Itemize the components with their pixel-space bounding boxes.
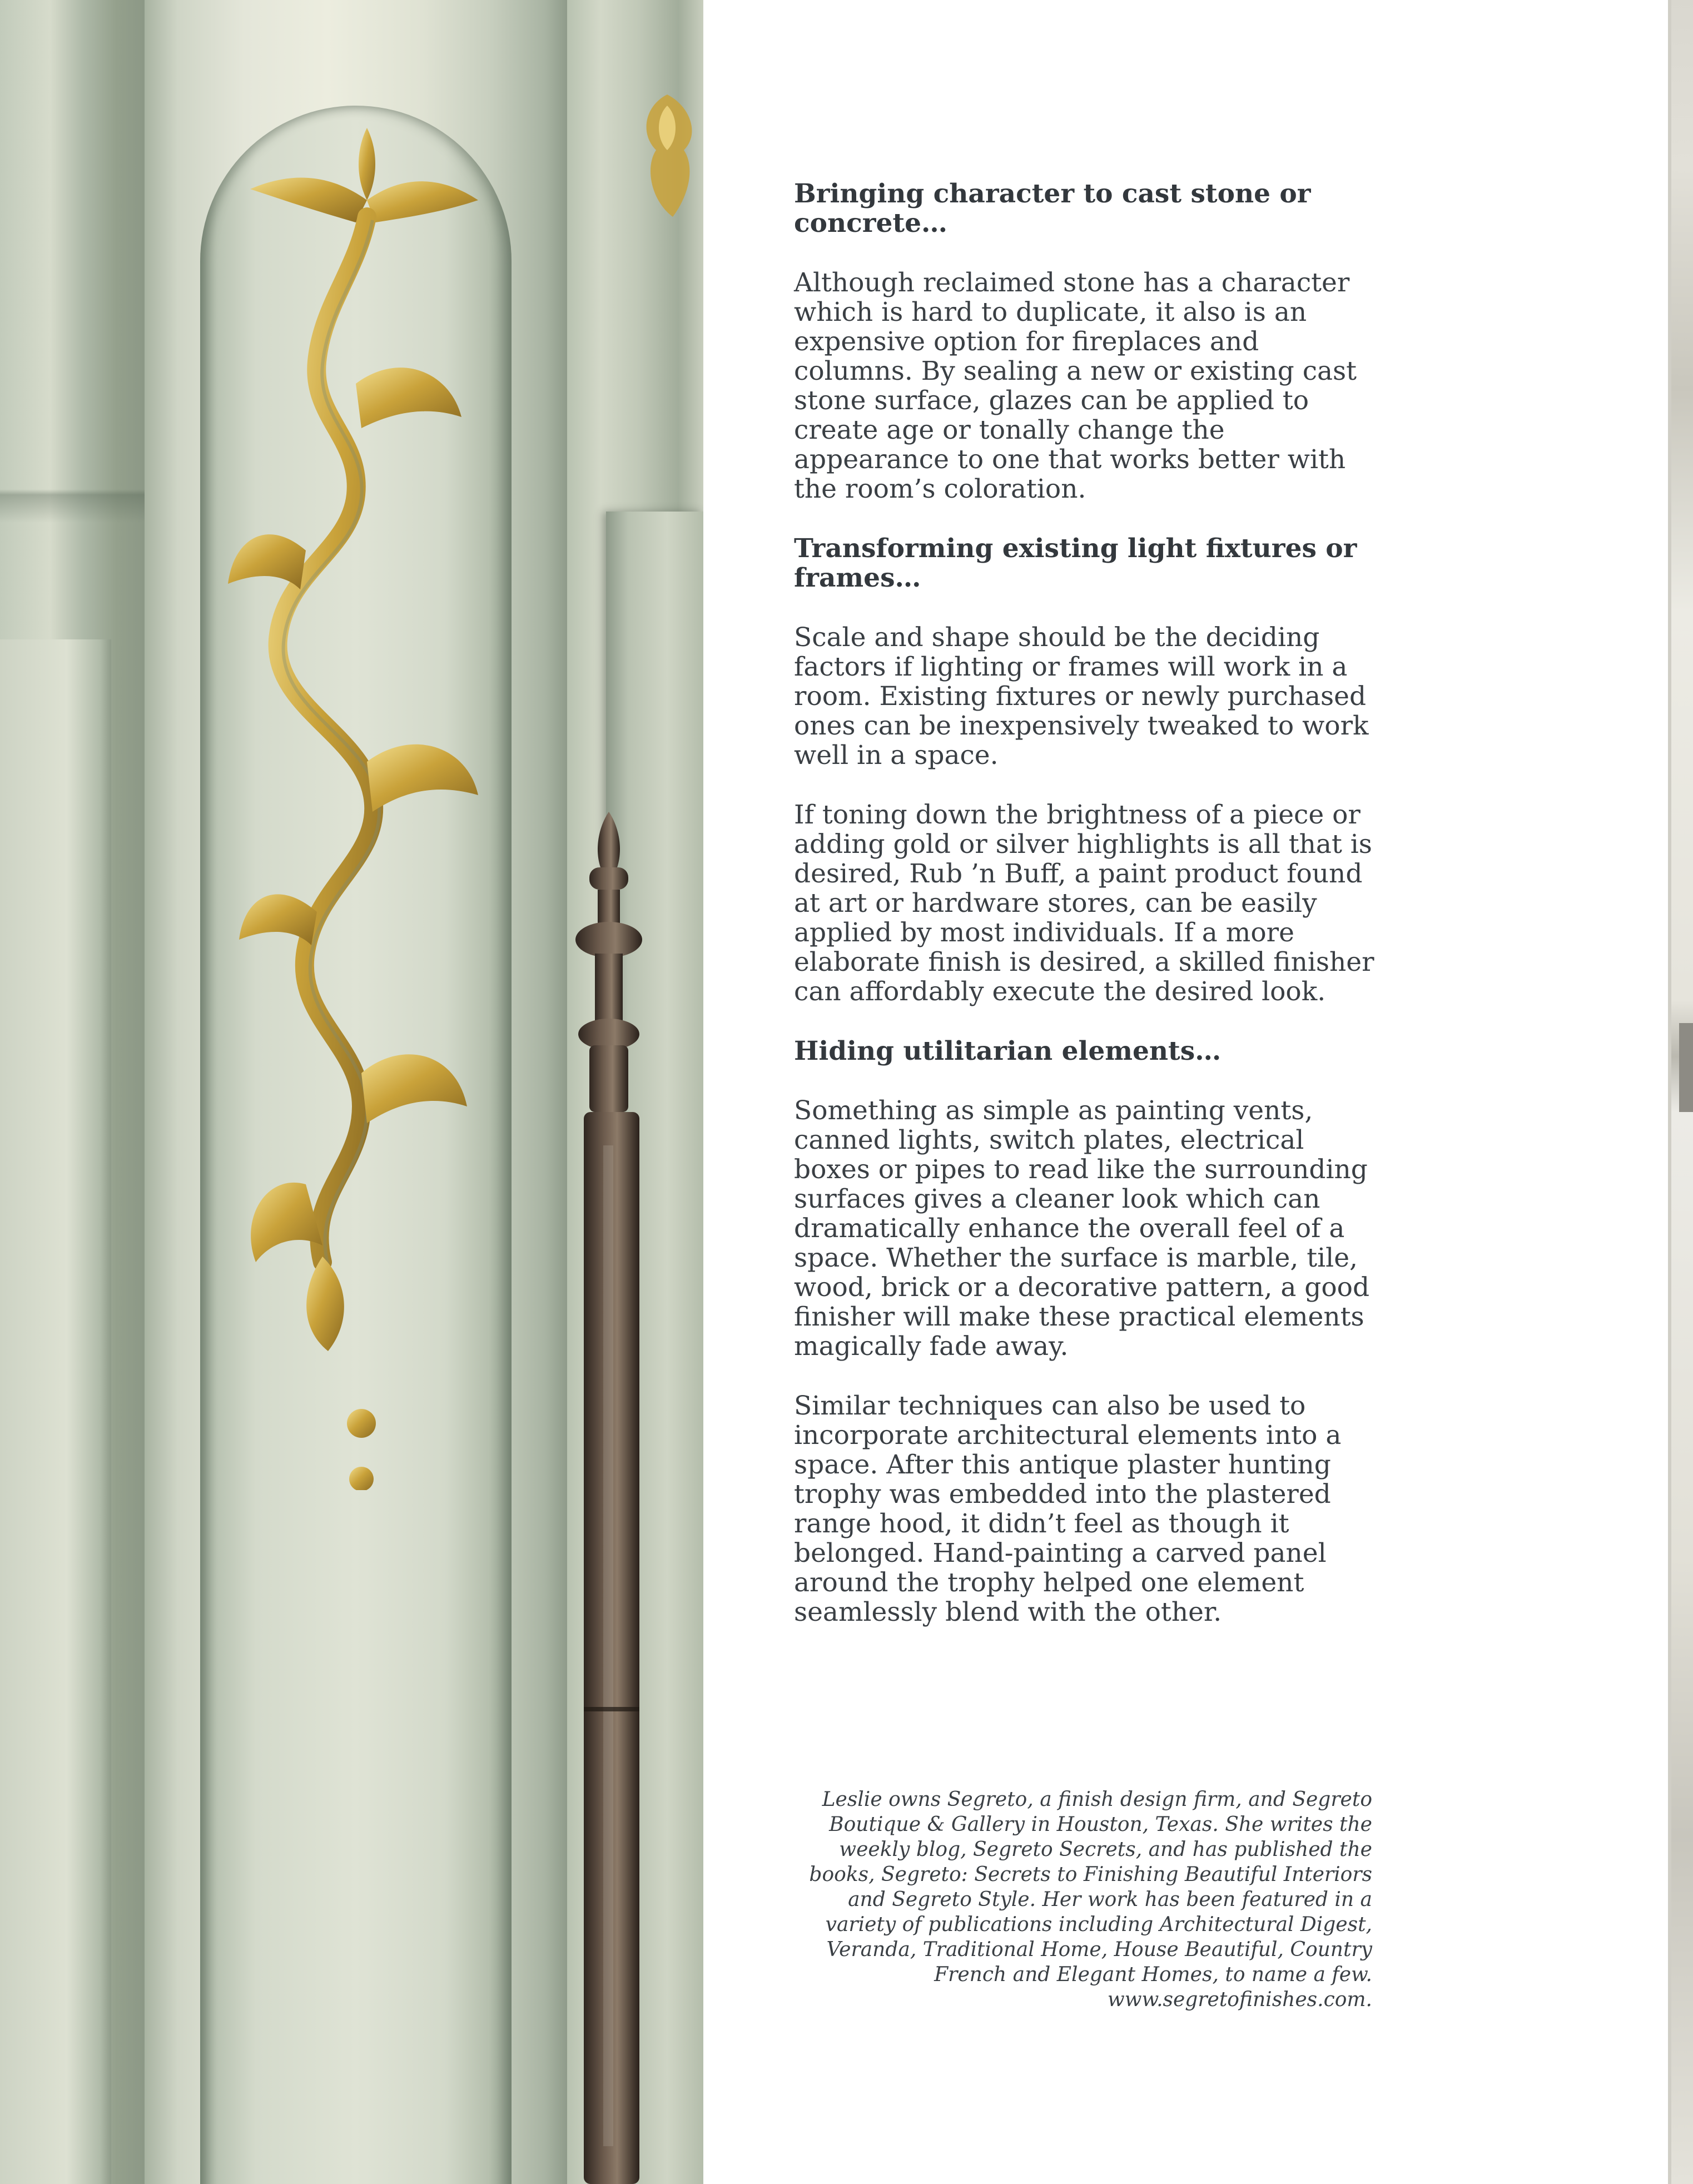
article-body [794, 179, 1378, 1627]
cabinet-photo [0, 0, 703, 2184]
author-bio: Leslie owns Segreto, a finish design firm, and Segreto Boutique & Gallery in Houston, Texas. She writes the weekly blog, Segreto Secrets, and has published the books, Segreto: Secrets to Finishing Beautiful Interiors and Segreto Style. Her work has been featured in a variety of publications including Architectural Digest, Veranda, Traditional Home, House Beautiful, Country French and Elegant Homes, to name a few. www.segretofinishes.com. [809, 1788, 1372, 2011]
gilt-ornament-top [634, 83, 703, 228]
hinge-finial [550, 812, 673, 2184]
paragraph: Although reclaimed stone has a character which is hard to duplicate, it also is an expensive option for fireplaces and columns. By sealing a new or existing cast stone surface, glazes can be applied to create age or tonally change the appearance to one that works better with the room’s coloration. [794, 267, 1357, 504]
paragraph: Scale and shape should be the deciding factors if lighting or frames will work in a room. Existing fixtures or newly purchased ones can be inexpensively tweaked to work well in a space. [794, 622, 1369, 771]
door-recess [0, 639, 111, 2184]
section-heading: Transforming existing light fixtures or frames… [794, 533, 1357, 593]
section-heading: Bringing character to cast stone or concrete… [794, 178, 1311, 239]
paragraph: Similar techniques can also be used to incorporate architectural elements into a space. After this antique plaster hunting trophy was embedded into the plastered range hood, it didn’t feel as though it belonged. Hand-painting a carved panel around the trophy helped one element seamlessly blend with the other. [794, 1391, 1342, 1627]
section-heading: Hiding utilitarian elements… [794, 1036, 1222, 1066]
paragraph: Something as simple as painting vents, canned lights, switch plates, electrical boxes or pipes to read like the surrounding surfaces gives a cleaner look which can dramatically enhance the overall feel of a space. Whether the surface is marble, tile, wood, brick or a decorative pattern, a good finisher will make these practical elements magically fade away. [794, 1095, 1370, 1362]
paragraph: If toning down the brightness of a piece or adding gold or silver highlights is all that is desired, Rub ’n Buff, a paint product found at art or hardware stores, can be easily applied by most individuals. If a more elaborate finish is desired, a skilled finisher can affordably execute the desired look. [794, 800, 1374, 1007]
adjacent-page-shadow [1679, 1023, 1693, 1112]
gilt-scroll-carving [217, 128, 506, 1490]
